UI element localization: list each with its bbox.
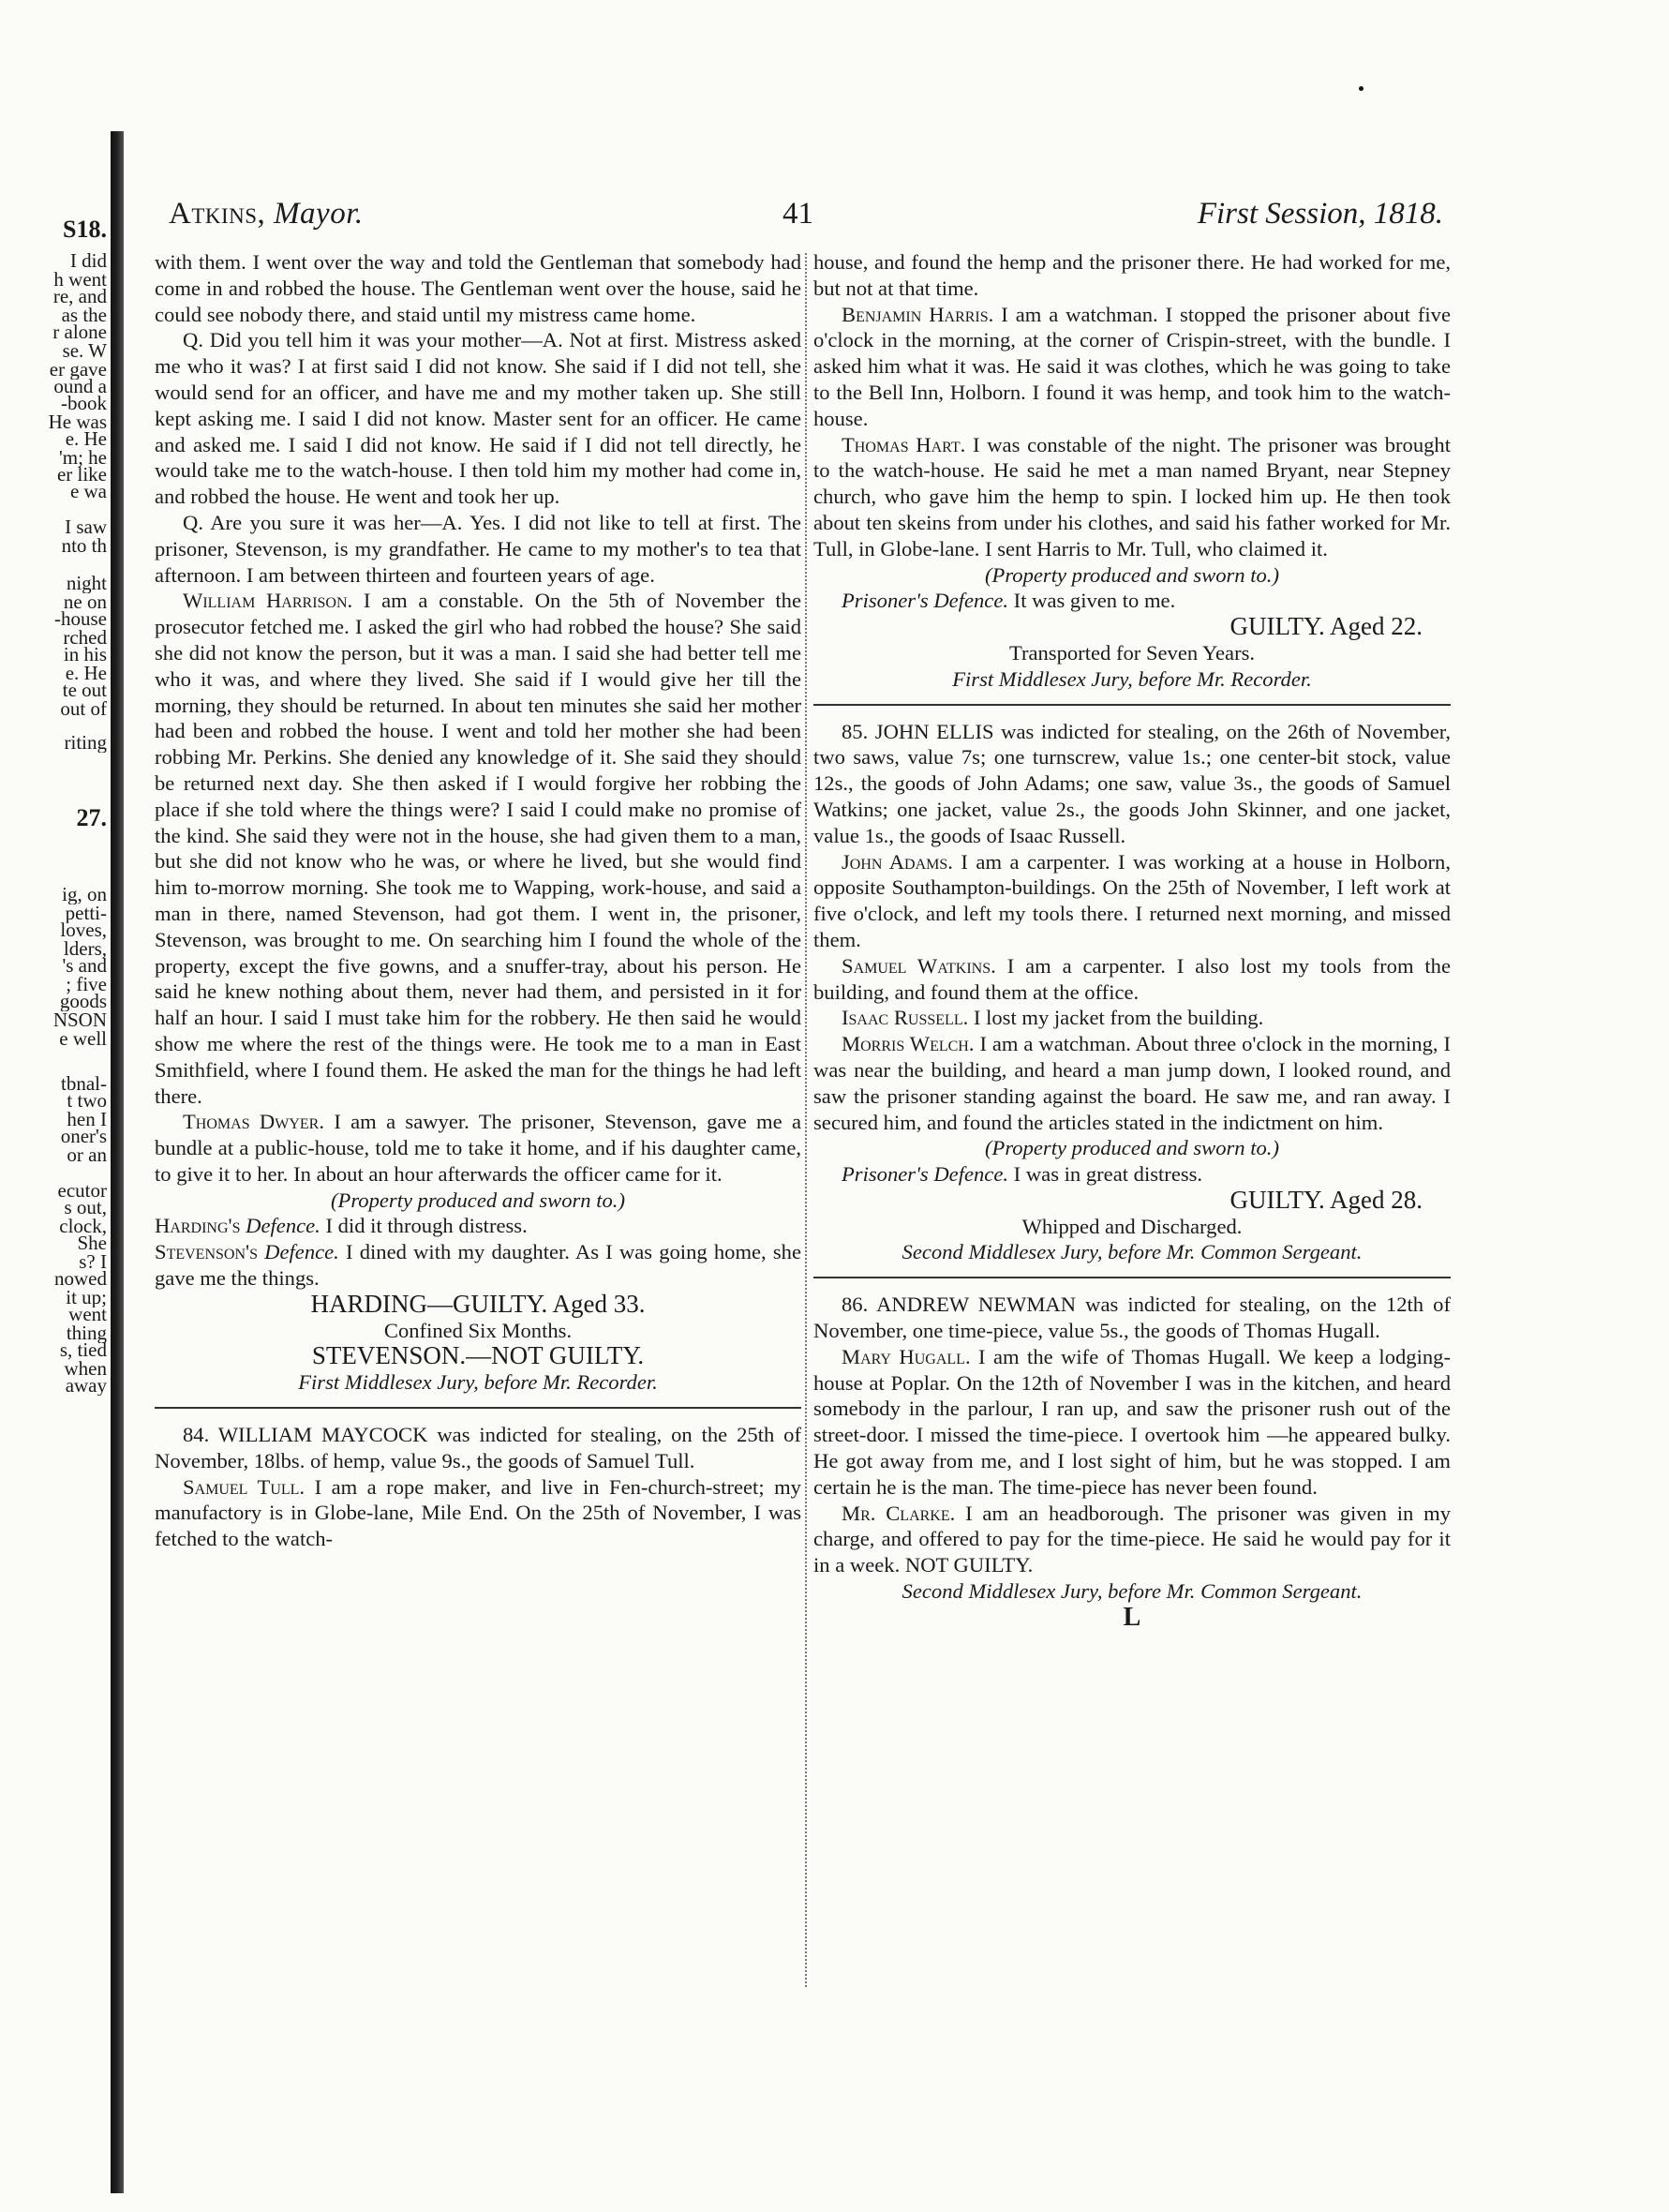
prisoner-defence [813, 1161, 1451, 1188]
margin-fragment: tbnal- [61, 1074, 107, 1094]
verdict: NOT GUILTY. [904, 1553, 1034, 1577]
sentence: Whipped and Discharged. [1021, 1214, 1243, 1238]
margin-fragment: r alone [52, 322, 107, 342]
margin-fragment: ecutor [57, 1181, 107, 1201]
margin-fragment: 's and [62, 956, 107, 976]
margin-fragment: went [68, 1305, 107, 1324]
margin-fragment: er gave [49, 360, 107, 380]
margin-fragment: 27. [76, 806, 107, 830]
defence-text: It was given to me. [1013, 589, 1176, 613]
testimony-harris [813, 302, 1451, 432]
margin-fragment: it up; [66, 1288, 107, 1308]
margin-fragment: ; five [66, 975, 107, 994]
margin-fragment: as the [61, 306, 107, 325]
ink-speck [1359, 86, 1364, 91]
testimony-hart [813, 432, 1451, 562]
case-heading: 86. ANDREW NEWMAN [842, 1293, 1077, 1317]
margin-fragment: se. W [62, 341, 107, 361]
testimony-text: I am a rope maker, and live in Fen-church-street; my manufactory is in Globe-lane, Mile End. On the 25th of November, I was fetched to the watch- [155, 1474, 801, 1551]
testimony-text: I am a watchman. I stopped the prisoner about five o'clock in the morning, at the corner of Crispin-street, with the bundle. I asked him what it was. He said it was clothes, which he was going to take to the Bell Inn, Holborn. I found it was hemp, and took him to the watch-house. [813, 302, 1451, 430]
margin-fragment: goods [59, 992, 107, 1011]
verdict: HARDING—GUILTY. Aged 33. [310, 1289, 646, 1318]
testimony-tull [155, 1474, 801, 1552]
defence-stevenson [155, 1239, 801, 1292]
testimony-russell [813, 1005, 1451, 1031]
case-divider [155, 1407, 801, 1409]
indictment-text: was indicted for stealing, on the 25th of November, 18lbs. of hemp, value 9s., the goods of Samuel Tull. [155, 1423, 801, 1472]
testimony-adams [813, 849, 1451, 953]
jury-line: First Middlesex Jury, before Mr. Recorder. [298, 1370, 658, 1395]
defence-text: I was in great distress. [1013, 1162, 1203, 1187]
verdict: GUILTY. Aged 22. [1229, 612, 1423, 641]
indictment-text: was indicted for stealing, on the 26th of November, two saws, value 7s; one turnscrew, value 1s.; one center-bit stock, value 12s., the goods of John Adams; one saw, value 3s., the goods of Samuel Watkins; one jacket, value 2s., the goods John Skinner, and one jacket, value 1s., the goods of Isaac Russell. [813, 719, 1451, 847]
header-session: First Session, 1818. [1197, 197, 1443, 231]
margin-fragment: -book [61, 394, 107, 413]
margin-fragment: e well [59, 1029, 107, 1049]
testimony-text: I am a constable. On the 5th of November the prosecutor fetched me. I asked the girl who had robbed the house? She said she did not know the person, but it was a man. I said she had better tell me who it was, and where they lived. She said if I would give her till the morning, they should be returned. In about ten minutes she said her mother had been and robbed the house. I went and told her mother she had been robbing Mr. Perkins. She denied any knowledge of it. She said they should be returned next day. She then asked if I would forgive her robbing the place if she told where the things were? I said I could make no promise of the kind. She said they were not in the house, she had given them to a man, but she did not know who he was, or where he lived, but she would find him to-morrow morning. She took me to Wapping, work-house, and said a man in there, named Stevenson, had got them. I went in, the prisoner, Stevenson, was brought to me. On searching him I found the whole of the property, except the five gowns, and a snuffer-tray, about his person. He said he knew nothing about them, never had them, and persisted in it for half an hour. I said I must take him for the robbery. He then said he would show me where the rest of the things were. He took me to a man in East Smithfield, where I found them. He asked the man for the things he had left there. [155, 589, 801, 1108]
margin-fragment: loves, [60, 920, 107, 940]
testimony-dwyer [155, 1109, 801, 1187]
right-column [813, 249, 1451, 1631]
testimony-welch [813, 1031, 1451, 1135]
margin-fragment: er like [56, 465, 107, 485]
witness-name: Samuel Tull. [183, 1474, 305, 1499]
case-heading: 85. JOHN ELLIS [842, 719, 994, 743]
header-mayor-title: Mayor. [274, 197, 364, 231]
page-number: 41 [782, 197, 813, 231]
testimony-text: I am a sawyer. The prisoner, Stevenson, gave me a bundle at a public-house, told me to take it home, and if his daughter came, to give it to her. In about an hour afterwards the officer came for it. [155, 1110, 802, 1186]
witness-name: Thomas Dwyer. [183, 1110, 324, 1134]
jury-line: First Middlesex Jury, before Mr. Recorder. [952, 666, 1312, 691]
margin-fragment: e. He [65, 429, 107, 449]
property-produced: (Property produced and sworn to.) [331, 1188, 625, 1212]
jury-line: Second Middlesex Jury, before Mr. Common Sergeant. [902, 1240, 1363, 1264]
column-divider [805, 253, 809, 1987]
header-left [169, 197, 364, 232]
margin-fragment: s out, [64, 1198, 107, 1218]
margin-fragment: out of [60, 699, 107, 719]
header-mayor-name: Atkins, [169, 197, 266, 231]
verdict: STEVENSON.—NOT GUILTY. [311, 1341, 645, 1370]
margin-fragment: h went [53, 270, 107, 290]
defence-text: I did it through distress. [325, 1214, 528, 1238]
testimony-clarke [813, 1501, 1451, 1578]
margin-fragment: ne on [63, 592, 107, 612]
witness-name: Mary Hugall. [842, 1344, 971, 1368]
margin-fragment: nowed [54, 1269, 107, 1289]
margin-fragment: e. He [65, 664, 107, 683]
margin-fragment: in his [63, 645, 107, 665]
testimony-text: I was constable of the night. The prisoner was brought to the watch-house. He said he met a man named Bryant, near Stepney church, who gave him the hemp to spin. I locked him up. He then took about ten skeins from under his clothes, and said his father worked for Mr. Tull, in Globe-lane. I sent Harris to Mr. Tull, who claimed it. [813, 432, 1451, 560]
defendant-name: Stevenson's [155, 1240, 258, 1264]
testimony-text: I am an headborough. The prisoner was given in my charge, and offered to pay for the time-piece. He said he would pay for it in a week. [813, 1501, 1451, 1577]
margin-fragment: I did [69, 251, 107, 271]
margin-fragment: 'm; he [58, 448, 107, 468]
case-divider [813, 1277, 1451, 1278]
margin-fragment: riting [64, 733, 107, 753]
testimony-harrison [155, 588, 801, 1109]
jury-line: Second Middlesex Jury, before Mr. Common Sergeant. [902, 1579, 1363, 1604]
printer-signature: L [1123, 1602, 1141, 1632]
margin-fragment: NSON [52, 1010, 107, 1030]
testimony-watkins [813, 953, 1451, 1006]
margin-fragment: away [65, 1376, 107, 1396]
margin-fragment: night [66, 574, 107, 593]
running-header [169, 197, 1443, 238]
witness-name: Benjamin Harris. [842, 302, 994, 326]
paragraph: house, and found the hemp and the prisoner there. He had worked for me, but not at that time. [813, 250, 1451, 300]
case-heading: 84. WILLIAM MAYCOCK [183, 1423, 428, 1447]
margin-fragment: S18. [63, 217, 107, 242]
margin-fragment: oner's [60, 1127, 107, 1146]
defendant-name: Harding's [155, 1214, 241, 1238]
witness-name: Morris Welch. [842, 1032, 975, 1056]
witness-name: Samuel Watkins. [842, 953, 996, 978]
margin-fragment: I saw [65, 517, 107, 537]
case-divider [813, 704, 1451, 706]
margin-fragment: He was [48, 412, 107, 432]
witness-name: Thomas Hart. [842, 432, 966, 456]
witness-name: Mr. Clarke. [842, 1501, 956, 1525]
margin-fragment: re, and [52, 287, 107, 306]
testimony-text: I lost my jacket from the building. [973, 1006, 1264, 1030]
defence-harding [155, 1213, 801, 1239]
margin-fragment: clock, [59, 1217, 107, 1236]
binding-shadow [111, 131, 124, 2193]
margin-fragment: when [64, 1359, 107, 1379]
property-produced: (Property produced and sworn to.) [985, 562, 1279, 587]
defence-label: Defence. [264, 1240, 339, 1264]
margin-fragment: or an [67, 1145, 107, 1165]
property-produced: (Property produced and sworn to.) [985, 1136, 1279, 1160]
margin-fragment: She [77, 1233, 107, 1253]
margin-fragment: e wa [69, 482, 107, 501]
defence-label: Prisoner's Defence. [842, 1162, 1009, 1187]
verdict: GUILTY. Aged 28. [1229, 1185, 1423, 1214]
margin-fragment: rched [63, 628, 107, 648]
margin-fragment: -house [54, 609, 107, 629]
testimony-text: I am a carpenter. I also lost my tools from the building, and found them at the office. [813, 953, 1451, 1004]
margin-fragment: te out [62, 680, 107, 700]
margin-fragment: s? I [79, 1252, 107, 1272]
witness-name: John Adams. [842, 849, 953, 874]
margin-fragment: ig, on [62, 885, 107, 904]
margin-fragment: lders, [63, 939, 107, 959]
defence-text: I dined with my daughter. As I was going home, she gave me the things. [155, 1240, 801, 1291]
adjacent-page-fragments [0, 0, 111, 2212]
prisoner-defence [813, 588, 1451, 614]
testimony-hugall [813, 1344, 1451, 1501]
margin-fragment: t two [67, 1091, 107, 1111]
indictment-text: was indicted for stealing, on the 12th of November, one time-piece, value 5s., the goods of Thomas Hugall. [813, 1293, 1451, 1343]
testimony-text: I am a watchman. About three o'clock in the morning, I was near the building, and heard a man jump down, I looked round, and saw the prisoner standing against the board. He saw me, and ran away. I secured him, and found the articles stated in the indictment on him. [813, 1032, 1452, 1134]
testimony-text: I am a carpenter. I was working at a house in Holborn, opposite Southampton-buildings. On the 25th of November, I left work at five o'clock, and left my tools there. I returned next morning, and missed them. [813, 849, 1451, 951]
sentence: Confined Six Months. [383, 1318, 573, 1342]
margin-fragment: hen I [67, 1110, 107, 1129]
paragraph: with them. I went over the way and told the Gentleman that somebody had come in and robbed the house. The Gentleman went over the house, said he could see nobody there, and staid until my mistress came home. [155, 250, 801, 326]
left-column [155, 249, 801, 1552]
paragraph: Q. Are you sure it was her—A. Yes. I did not like to tell at first. The prisoner, Stevenson, is my grandfather. He came to my mother's to tea that afternoon. I am between thirteen and fourteen years of age. [155, 510, 801, 587]
witness-name: William Harrison. [183, 589, 353, 613]
margin-fragment: nto th [61, 536, 107, 556]
margin-fragment: s, tied [59, 1340, 107, 1360]
margin-fragment: petti- [65, 904, 107, 923]
margin-fragment: ound a [53, 377, 107, 396]
case-86-indictment [813, 1292, 1451, 1344]
case-85-indictment [813, 719, 1451, 849]
case-84-indictment [155, 1422, 801, 1474]
testimony-text: I am the wife of Thomas Hugall. We keep a lodging-house at Poplar. On the 12th of November I was in the kitchen, and heard somebody in the parlour, I ran up, and saw the prisoner rush out of the street-door. I missed the time-piece. I overtook him —he appeared bulky. He got away from me, and I lost sight of him, but he was stopped. I am certain he is the man. The time-piece has never been found. [813, 1344, 1451, 1499]
margin-fragment: thing [66, 1323, 107, 1343]
sentence: Transported for Seven Years. [1008, 640, 1256, 665]
defence-label: Prisoner's Defence. [842, 589, 1009, 613]
defence-label: Defence. [246, 1214, 320, 1238]
paragraph: Q. Did you tell him it was your mother—A. Not at first. Mistress asked me who it was? I at first said I did not know. She said if I did not tell, she would send for an officer, and have me and my mother taken up. She still kept asking me. I said I did not know. Master sent for an officer. He came and asked me. I said I did not know. He said if I did not tell directly, he would take me to the watch-house. I then told him my mother had come in, and robbed the house. He went and took her up. [155, 328, 801, 509]
witness-name: Isaac Russell. [842, 1006, 969, 1030]
